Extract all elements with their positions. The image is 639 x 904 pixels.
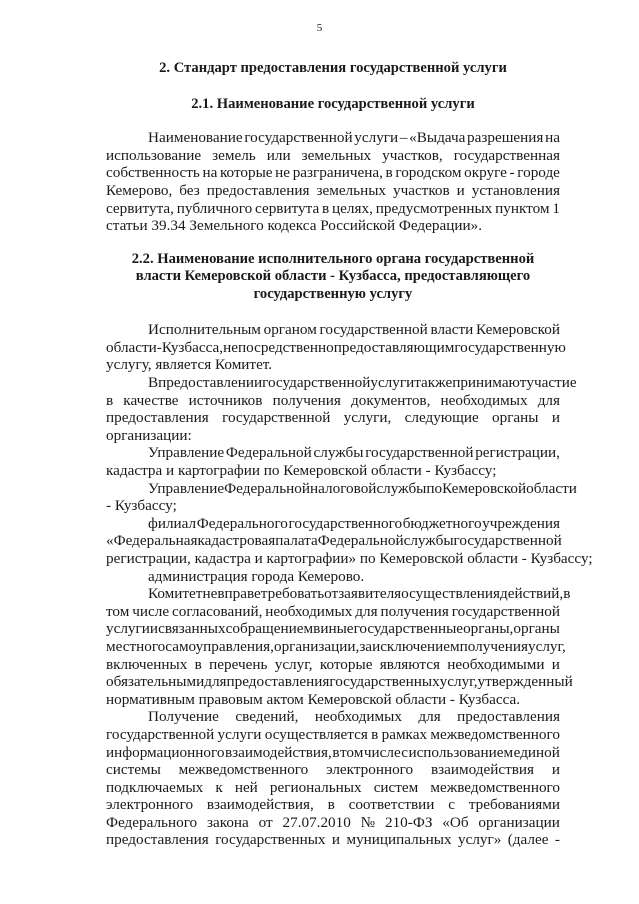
subsection-1-paragraph <box>106 129 560 235</box>
word: согласований, <box>172 602 263 620</box>
word: услуг, <box>527 637 566 655</box>
text-line <box>106 129 560 147</box>
text-line <box>106 673 573 691</box>
word: или <box>266 146 291 164</box>
word: непосредственно <box>223 338 334 356</box>
word: в <box>194 655 202 673</box>
word: за <box>359 637 373 655</box>
text-line <box>106 147 560 165</box>
word: городе <box>517 164 560 182</box>
word: предоставлении <box>158 374 263 392</box>
word: получения <box>380 602 449 620</box>
word: перечень <box>209 655 268 673</box>
word: для <box>418 708 441 726</box>
word: от <box>258 813 273 831</box>
text-line <box>106 603 560 621</box>
text-line <box>106 200 560 218</box>
word: земельных <box>301 146 372 164</box>
word: области <box>526 479 577 497</box>
word: муниципальных <box>346 831 452 849</box>
word: участков <box>392 181 450 199</box>
word: являются <box>379 655 440 673</box>
word: Управление <box>148 479 225 497</box>
word: установления <box>471 181 560 199</box>
word: необходимых <box>440 391 528 409</box>
text-line <box>106 321 560 339</box>
paragraph-executive-body <box>106 321 566 374</box>
word: в <box>385 164 393 182</box>
word: предусмотренных <box>375 199 493 217</box>
word: для <box>355 602 378 620</box>
word: государственной <box>365 444 474 462</box>
word: включенных <box>106 655 188 673</box>
text-line <box>106 409 560 427</box>
word: государственной <box>262 374 371 392</box>
word: власти <box>430 321 474 339</box>
word: государственной <box>451 602 560 620</box>
word: государственной <box>244 129 353 147</box>
word: использование <box>106 146 202 164</box>
word: Федеральной <box>225 444 312 462</box>
word: государственной <box>319 321 428 339</box>
word: Федерального <box>196 514 288 532</box>
word: 210-ФЗ <box>384 813 433 831</box>
word: иные <box>320 620 354 638</box>
word: - <box>554 831 560 849</box>
word: предоставления <box>106 831 209 849</box>
word: услуг» <box>458 831 502 849</box>
text-line <box>106 620 560 638</box>
word: заявителя <box>338 585 402 603</box>
word: местного <box>106 637 166 655</box>
word: не <box>275 164 291 182</box>
text-line <box>106 182 560 200</box>
word: в <box>332 743 340 761</box>
word: по <box>426 479 443 497</box>
word: числе <box>132 602 170 620</box>
word: государственных <box>215 831 326 849</box>
word: для <box>537 391 560 409</box>
text-line: - Кузбассу; <box>106 497 177 515</box>
word: не <box>202 585 218 603</box>
word: (далее <box>507 831 549 849</box>
word: качестве <box>123 391 179 409</box>
word: межведомственного <box>430 725 560 743</box>
word: земельных <box>316 181 386 199</box>
word: органы <box>492 409 539 427</box>
word: услуги <box>106 620 150 638</box>
list-item-city-administration <box>106 568 560 586</box>
word: в <box>313 620 321 638</box>
word: и <box>331 831 341 849</box>
text-line <box>106 164 560 182</box>
text-line <box>106 744 560 762</box>
word: сервитута <box>255 199 320 217</box>
word: услуги <box>354 129 399 147</box>
word: утвержденный <box>477 673 573 691</box>
word: Исполнительным <box>148 321 261 339</box>
word: предоставления <box>206 181 310 199</box>
word: сведений, <box>235 708 299 726</box>
word: государственная <box>453 146 560 164</box>
word: с <box>401 743 408 761</box>
text-line <box>106 532 560 550</box>
text-line <box>106 814 560 832</box>
word: также <box>414 374 453 392</box>
word: предоставляющим <box>333 338 455 356</box>
word: 1 <box>552 199 560 217</box>
word: в <box>106 391 114 409</box>
word: земель <box>212 146 256 164</box>
word: услуги, <box>343 409 392 427</box>
word: 27.07.2010 <box>282 813 351 831</box>
word: необходимых <box>265 602 353 620</box>
word: электронного <box>326 761 414 779</box>
document-body <box>106 60 593 849</box>
title-line: государственную услугу <box>253 285 413 302</box>
word: использованием <box>408 743 514 761</box>
word: которые <box>319 655 373 673</box>
word: участие <box>526 374 577 392</box>
paragraph-committee-restrictions <box>106 585 573 708</box>
word: публичного <box>176 199 253 217</box>
word: числе <box>363 743 401 761</box>
word: в <box>322 199 330 217</box>
word: палата <box>275 532 318 550</box>
word: в <box>327 796 335 814</box>
word: государственной <box>453 532 562 550</box>
word: организации <box>478 813 560 831</box>
text-line: регистрации, кадастра и картографии» по Кемеровской области - Кузбассу; <box>106 549 593 567</box>
word: для <box>204 673 227 691</box>
word: «Выдача <box>409 129 466 147</box>
word: от <box>324 585 339 603</box>
word: - <box>156 338 162 356</box>
word: принимают <box>452 374 527 392</box>
word: ней <box>234 778 258 796</box>
list-item-tax-service <box>106 479 577 515</box>
word: разрешения <box>467 129 544 147</box>
word: и <box>456 181 465 199</box>
word: разграничена, <box>292 164 383 182</box>
word: организации, <box>273 637 360 655</box>
word: пунктом <box>495 199 550 217</box>
word: Получение <box>148 708 219 726</box>
paragraph-interagency-interaction <box>106 708 560 849</box>
word: государственного <box>288 514 403 532</box>
word: необходимыми <box>447 655 545 673</box>
word: в <box>371 725 379 743</box>
word: региональных <box>269 778 362 796</box>
word: службы <box>403 532 454 550</box>
word: услуг, <box>439 673 478 691</box>
word: требованиями <box>468 796 560 814</box>
text-line <box>106 708 560 726</box>
word: бюджетного <box>402 514 482 532</box>
word: межведомственного <box>430 778 560 796</box>
text-line: услугу, является Комитет. <box>106 356 273 374</box>
word: услуги <box>370 374 415 392</box>
word: собственность <box>106 164 200 182</box>
word: Кемеровской <box>442 479 527 497</box>
page-number: 5 <box>316 22 323 34</box>
text-line: организации: <box>106 426 192 444</box>
list-item-cadastral-chamber <box>106 514 593 568</box>
word: к <box>215 778 223 796</box>
word: предоставления <box>457 708 560 726</box>
word: предоставления <box>106 409 209 427</box>
word: службы <box>376 479 427 497</box>
word: самоуправления, <box>165 637 274 655</box>
word: и <box>149 620 159 638</box>
text-line: кадастра и картографии по Кемеровской области - Кузбассу; <box>106 462 497 479</box>
word: электронного <box>106 796 194 814</box>
word: вправе <box>217 585 261 603</box>
word: регистрации, <box>475 444 560 462</box>
word: взаимодействия, <box>224 743 332 761</box>
word: и <box>551 655 560 673</box>
word: единой <box>513 743 560 761</box>
word: Кемерово, <box>106 181 173 199</box>
text-line <box>106 726 560 744</box>
word: в <box>563 585 571 603</box>
word: системы <box>106 761 161 779</box>
word: Федеральной <box>224 479 311 497</box>
text-line <box>106 585 571 603</box>
text-line <box>106 796 560 814</box>
word: целях, <box>332 199 373 217</box>
word: Комитет <box>148 585 203 603</box>
word: осуществления <box>401 585 500 603</box>
word: обращением <box>232 620 314 638</box>
word: Федерального <box>106 813 198 831</box>
word: связанных <box>158 620 226 638</box>
text-line <box>106 831 560 849</box>
word: государственной <box>106 725 215 743</box>
paragraph-participants <box>106 374 577 444</box>
word: на <box>202 164 218 182</box>
word: документов, <box>351 391 431 409</box>
word: закона <box>206 813 249 831</box>
word: том <box>106 602 130 620</box>
word: «Об <box>442 813 469 831</box>
word: учреждения <box>482 514 560 532</box>
word: услуги <box>217 725 262 743</box>
word: обязательными <box>106 673 205 691</box>
text-line <box>106 637 566 656</box>
word: налоговой <box>310 479 377 497</box>
word: соответствии <box>348 796 435 814</box>
word: государственные <box>353 620 464 638</box>
text-line <box>106 761 560 779</box>
word: получения <box>459 637 528 655</box>
word: кадастровая <box>197 532 276 550</box>
word: которые <box>219 164 273 182</box>
text-line <box>106 779 560 797</box>
word: получения <box>272 391 341 409</box>
word: требовать <box>260 585 325 603</box>
text-line: администрация города Кемерово. <box>148 567 365 585</box>
list-item-rosreestr <box>106 444 560 479</box>
word: без <box>179 181 200 199</box>
word: необходимых <box>314 708 402 726</box>
word: подключаемых <box>106 778 204 796</box>
text-line <box>106 515 560 533</box>
word: Федеральной <box>317 532 404 550</box>
word: и <box>551 409 560 427</box>
word: на <box>545 129 560 147</box>
text-line <box>106 444 560 462</box>
word: – <box>399 129 408 147</box>
word: области <box>106 338 157 356</box>
word: межведомственного <box>178 761 309 779</box>
word: филиал <box>148 514 197 532</box>
word: предоставления <box>226 673 330 691</box>
word: органы <box>513 620 560 638</box>
word: государственных <box>329 673 440 691</box>
word: В <box>148 374 159 392</box>
title-line: 2.2. Наименование исполнительного органа государственной <box>131 250 535 267</box>
word: рамках <box>381 725 428 743</box>
text-line <box>106 392 560 410</box>
word: Кемеровской <box>476 321 560 339</box>
word: том <box>340 743 364 761</box>
word: следующие <box>404 409 479 427</box>
word: Управление <box>148 444 225 462</box>
word: округе <box>464 164 507 182</box>
word: источников <box>188 391 263 409</box>
word: с <box>225 620 233 638</box>
subsection-1-title: 2.1. Наименование государственной услуги <box>191 95 475 112</box>
word: Наименование <box>148 129 243 147</box>
word: осуществляется <box>264 725 368 743</box>
word: исключением <box>372 637 460 655</box>
text-line <box>106 374 577 392</box>
word: № <box>360 813 376 831</box>
word: участков, <box>382 146 443 164</box>
word: органы, <box>463 620 514 638</box>
text-line: нормативным правовым актом Кемеровской области - Кузбасса. <box>106 690 521 708</box>
word: государственную <box>454 338 566 356</box>
word: государственной <box>222 409 331 427</box>
word: услуг, <box>274 655 313 673</box>
subsection-2-title <box>106 251 560 304</box>
text-line <box>106 656 560 674</box>
word: взаимодействия <box>430 761 535 779</box>
section-title: 2. Стандарт предоставления государственной услуги <box>159 60 507 76</box>
word: систем <box>373 778 419 796</box>
word: информационного <box>106 743 225 761</box>
word: и <box>551 761 560 779</box>
word: «Федеральная <box>106 532 198 550</box>
word: действий, <box>500 585 564 603</box>
word: - <box>509 164 515 182</box>
word: Кузбасса, <box>161 338 224 356</box>
word: службы <box>313 444 364 462</box>
word: городском <box>395 164 462 182</box>
text-line <box>106 479 577 498</box>
word: сервитута, <box>106 199 174 217</box>
word: взаимодействия, <box>206 796 314 814</box>
text-line <box>106 338 566 357</box>
text-line: статьи 39.34 Земельного кодекса Российской Федерации». <box>106 217 482 235</box>
word: органом <box>263 321 317 339</box>
title-line: власти Кемеровской области - Кузбасса, предоставляющего <box>135 268 531 285</box>
word: с <box>448 796 455 814</box>
